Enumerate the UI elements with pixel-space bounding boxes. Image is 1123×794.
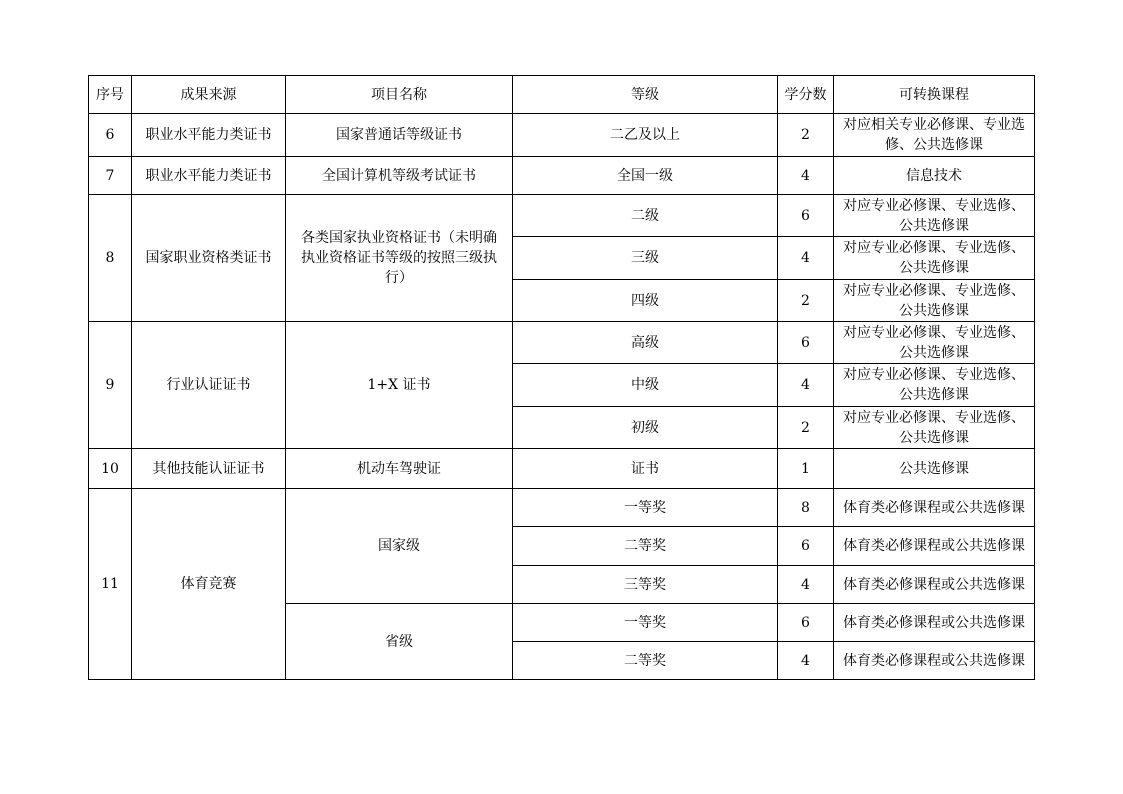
row-level: 全国一级 [513,157,778,195]
row-project: 全国计算机等级考试证书 [286,157,513,195]
row-credits: 1 [778,449,834,489]
row-source: 体育竞赛 [132,489,286,680]
row-level: 中级 [513,364,778,407]
table-row [89,157,1035,195]
table-row [89,322,1035,364]
row-project: 1+X 证书 [286,322,513,449]
row-level: 二乙及以上 [513,114,778,157]
row-no: 10 [89,449,132,489]
row-course: 体育类必修课程或公共选修课 [834,489,1035,527]
row-credits: 6 [778,322,834,364]
row-credits: 4 [778,364,834,407]
row-project: 国家普通话等级证书 [286,114,513,157]
row-course: 对应专业必修课、专业选修、公共选修课 [834,364,1035,407]
table-row [89,489,1035,527]
row-credits: 4 [778,157,834,195]
row-credits: 2 [778,114,834,157]
row-credits: 8 [778,489,834,527]
row-course: 对应专业必修课、专业选修、公共选修课 [834,237,1035,280]
row-course: 对应专业必修课、专业选修、公共选修课 [834,280,1035,322]
row-source: 职业水平能力类证书 [132,157,286,195]
row-level: 三级 [513,237,778,280]
row-credits: 6 [778,527,834,566]
row-source: 行业认证证书 [132,322,286,449]
header-course: 可转换课程 [834,76,1035,114]
row-credits: 4 [778,642,834,680]
row-no: 8 [89,195,132,322]
row-level: 二等奖 [513,642,778,680]
row-project: 机动车驾驶证 [286,449,513,489]
row-level: 二等奖 [513,527,778,566]
row-level: 一等奖 [513,604,778,642]
row-level: 证书 [513,449,778,489]
row-level: 三等奖 [513,566,778,604]
table-row [89,114,1035,157]
header-no: 序号 [89,76,132,114]
row-credits: 6 [778,195,834,237]
row-course: 体育类必修课程或公共选修课 [834,642,1035,680]
row-project: 国家级 [286,489,513,604]
row-credits: 6 [778,604,834,642]
row-source: 职业水平能力类证书 [132,114,286,157]
header-credits: 学分数 [778,76,834,114]
row-project: 各类国家执业资格证书（未明确执业资格证书等级的按照三级执行） [286,195,513,322]
row-course: 体育类必修课程或公共选修课 [834,566,1035,604]
row-source: 其他技能认证证书 [132,449,286,489]
row-course: 对应专业必修课、专业选修、公共选修课 [834,407,1035,449]
table-row [89,449,1035,489]
row-no: 6 [89,114,132,157]
row-course: 公共选修课 [834,449,1035,489]
header-row [89,76,1035,114]
row-level: 高级 [513,322,778,364]
row-no: 9 [89,322,132,449]
row-credits: 2 [778,407,834,449]
header-level: 等级 [513,76,778,114]
row-course: 体育类必修课程或公共选修课 [834,527,1035,566]
row-no: 7 [89,157,132,195]
header-project: 项目名称 [286,76,513,114]
row-course: 体育类必修课程或公共选修课 [834,604,1035,642]
row-course: 对应相关专业必修课、专业选修、公共选修课 [834,114,1035,157]
credit-conversion-table [88,75,1035,680]
row-credits: 2 [778,280,834,322]
table-row [89,195,1035,237]
row-course: 信息技术 [834,157,1035,195]
row-level: 初级 [513,407,778,449]
row-project: 省级 [286,604,513,680]
row-level: 四级 [513,280,778,322]
row-no: 11 [89,489,132,680]
row-level: 一等奖 [513,489,778,527]
row-course: 对应专业必修课、专业选修、公共选修课 [834,322,1035,364]
row-credits: 4 [778,237,834,280]
header-source: 成果来源 [132,76,286,114]
row-credits: 4 [778,566,834,604]
row-course: 对应专业必修课、专业选修、公共选修课 [834,195,1035,237]
row-source: 国家职业资格类证书 [132,195,286,322]
row-level: 二级 [513,195,778,237]
